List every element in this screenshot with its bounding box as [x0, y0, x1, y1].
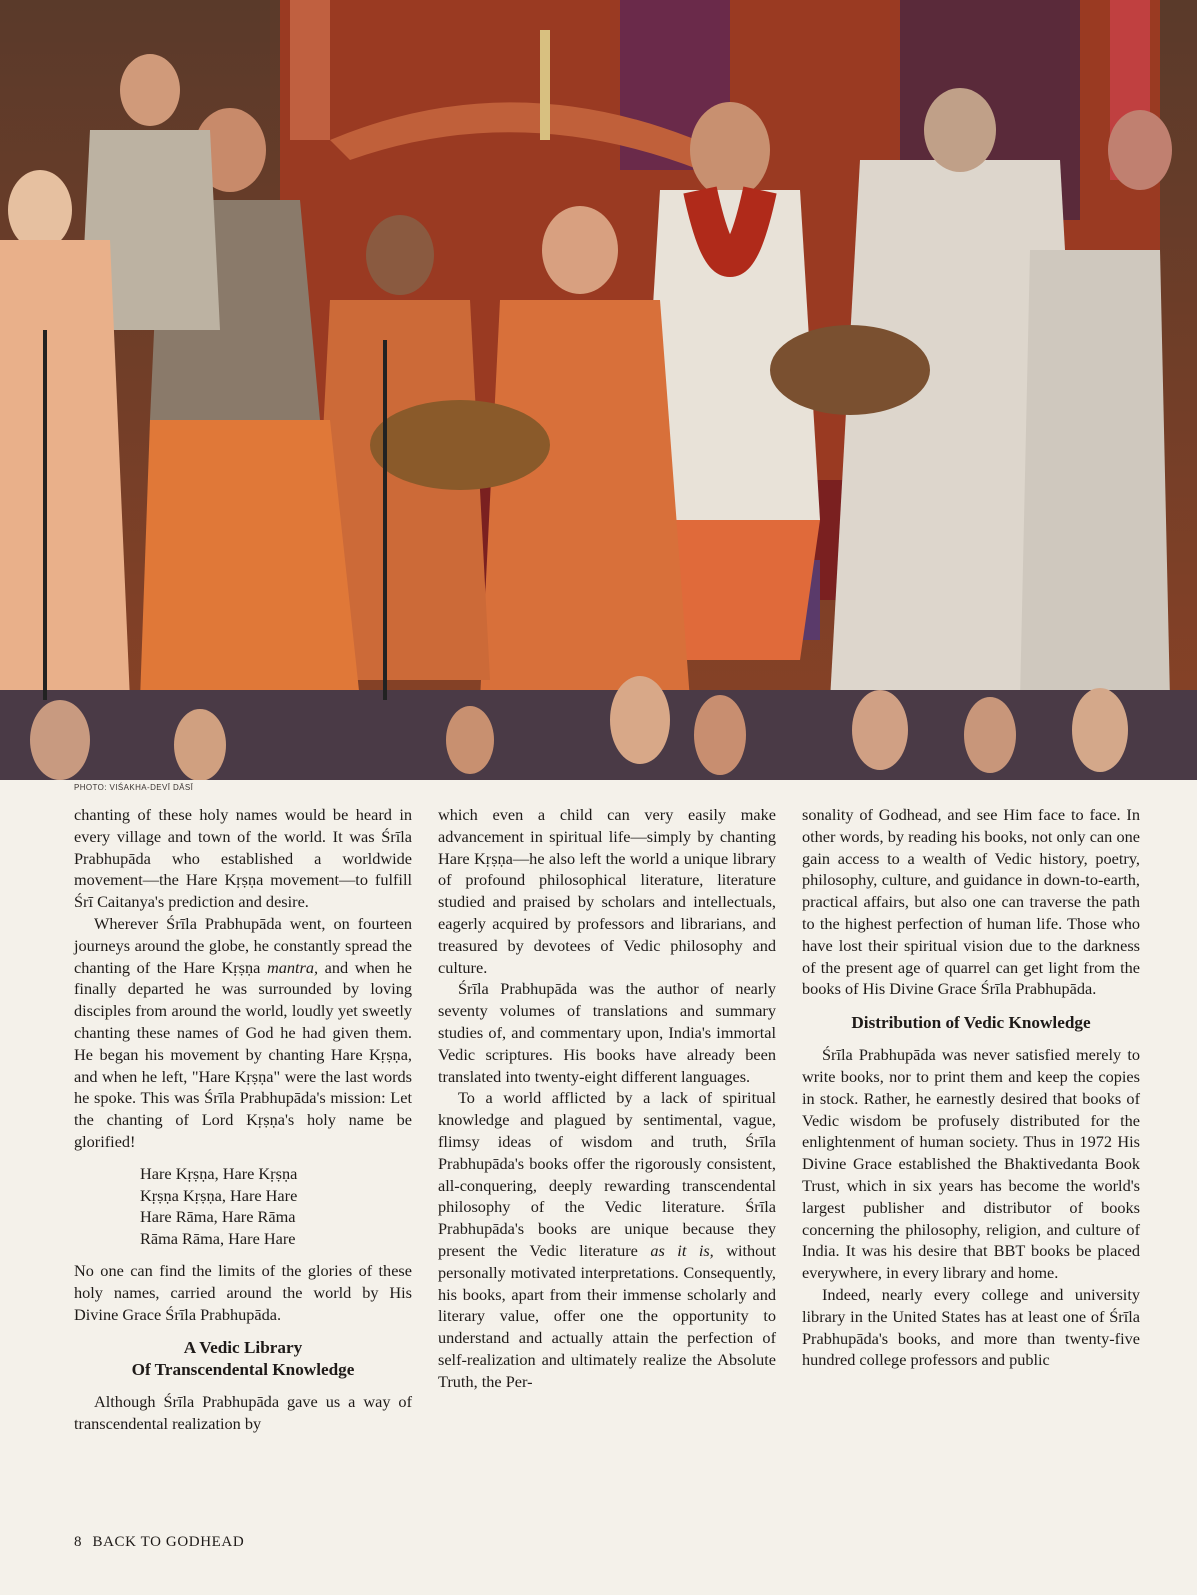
text-column-2 [438, 804, 776, 1393]
paragraph: sonality of Godhead, and see Him face to face. In other words, by reading his books, not only can one gain access to a wealth of Vedic history, poetry, philosophy, culture, and guidance in down-to-earth, practical affairs, but also one can traverse the path to the highest perfection of human life. Those who have lost their spiritual vision due to the darkness of the present age of quarrel can get light from the books of His Divine Grace Śrīla Prabhupāda. [802, 805, 1140, 999]
mantra-verse [74, 1163, 412, 1250]
photo-credit: PHOTO: VIŚAKHA-DEVĪ DĀSĪ [74, 783, 194, 792]
page-footer [74, 1534, 244, 1551]
paragraph: Indeed, nearly every college and university library in the United States has at least one of Śrīla Prabhupāda's books, and more than twenty-five hundred college professors and public [802, 1284, 1140, 1370]
text-column-3 [802, 804, 1140, 1371]
paragraph: Wherever Śrīla Prabhupāda went, on fourteen journeys around the globe, he constantly spread the chanting of the Hare Kṛṣṇa mantra, and when he finally departed he was surrounded by loving disciples from around the world, loudly yet sweetly chanting these names of God he had given them. He began his movement by chanting Hare Kṛṣṇa, and when he left, "Hare Kṛṣṇa" were the last words he spoke. This was Śrīla Prabhupāda's mission: Let the chanting of Lord Kṛṣṇa's holy name be glorified! [74, 913, 412, 1151]
paragraph: Śrīla Prabhupāda was the author of nearly seventy volumes of translations and summary studies of, and commentary upon, India's immortal Vedic scriptures. His books have already been translated into twenty-eight different languages. [438, 979, 776, 1086]
festival-photo [0, 0, 1197, 780]
section-heading: A Vedic Library Of Transcendental Knowledge [131, 1338, 355, 1380]
paragraph: Śrīla Prabhupāda was never satisfied merely to write books, nor to print them and keep the copies in stock. Rather, he earnestly desired that books of Vedic wisdom be profusely distributed for the enlightenment of human society. Thus in 1972 His Divine Grace established the Bhaktivedanta Book Trust, which in six years has become the world's largest publisher and distributor of books concerning the philosophy, religion, and culture of India. It was his desire that BBT books be placed everywhere, in every library and home. [802, 1045, 1140, 1283]
verse-line: Hare Rāma, Hare Rāma [140, 1207, 296, 1227]
paragraph: chanting of these holy names would be heard in every village and town of the world. It was Śrīla Prabhupāda who established a worldwide movement—the Hare Kṛṣṇa movement—to fulfill Śrī Caitanya's prediction and desire. [74, 805, 412, 912]
verse-line: Kṛṣṇa Kṛṣṇa, Hare Hare [140, 1185, 298, 1205]
magazine-title: BACK TO GODHEAD [92, 1534, 245, 1550]
section-heading: Distribution of Vedic Knowledge [851, 1013, 1091, 1033]
verse-line: Hare Kṛṣṇa, Hare Kṛṣṇa [140, 1163, 298, 1183]
paragraph: which even a child can very easily make advancement in spiritual life—simply by chanting Hare Kṛṣṇa—he also left the world a unique library of profound philosophical literature, literature studied and praised by scholars and intellectuals, eagerly acquired by professors and librarians, and treasured by devotees of Vedic philosophy and culture. [438, 805, 776, 977]
text-column-1 [74, 804, 412, 1435]
paragraph: No one can find the limits of the glories of these holy names, carried around the world by His Divine Grace Śrīla Prabhupāda. [74, 1260, 412, 1324]
paragraph: Although Śrīla Prabhupāda gave us a way of transcendental realization by [74, 1392, 412, 1434]
page-number: 8 [74, 1534, 83, 1550]
verse-line: Rāma Rāma, Hare Hare [140, 1229, 296, 1249]
chariot-festival-photo-icon [0, 0, 1197, 780]
paragraph: To a world afflicted by a lack of spiritual knowledge and plagued by sentimental, vague, flimsy ideas of wisdom and truth, Śrīla Prabhupāda's books offer the rigorously consistent, all-conquering, deeply rewarding transcendental philosophy of the Vedic literature. Śrīla Prabhupāda's books are unique because they present the Vedic literature as it is, without personally motivated interpretations. Consequently, his books, apart from their immense scholarly and literary value, offer one the opportunity to understand and actually attain the perfection of self-realization and ultimately realize the Absolute Truth, the Per- [438, 1088, 776, 1391]
